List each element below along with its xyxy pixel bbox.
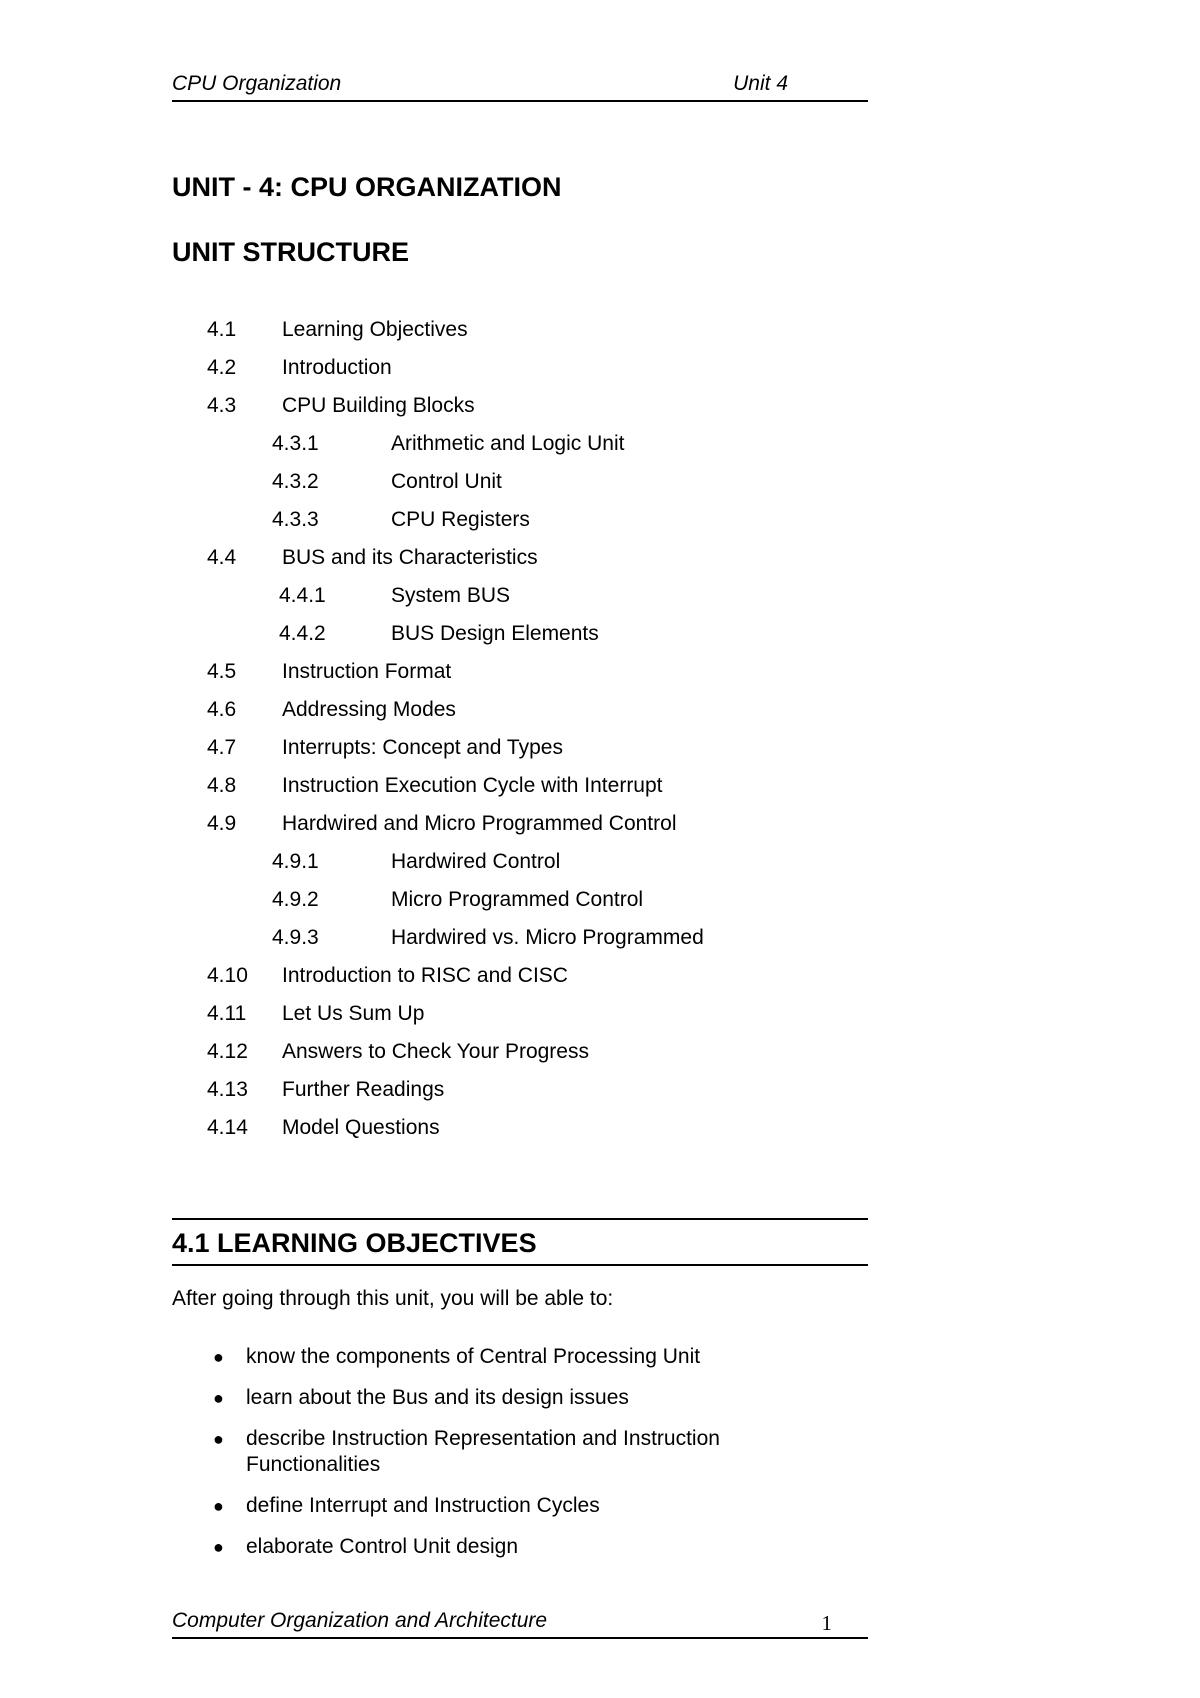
toc-text: CPU Registers (391, 508, 530, 531)
section-heading-bar (172, 1218, 868, 1266)
toc-text: Introduction (282, 356, 392, 379)
list-item (0, 1493, 1200, 1519)
toc-number: 4.14 (207, 1116, 248, 1139)
toc-number: 4.9.1 (272, 850, 319, 873)
objective-text: elaborate Control Unit design (246, 1535, 518, 1558)
bullet-icon: ● (213, 1537, 224, 1557)
header-left-text: CPU Organization (172, 72, 342, 95)
toc-number: 4.9.2 (272, 888, 319, 911)
bullet-icon: ● (213, 1347, 224, 1367)
section-intro: After going through this unit, you will be able to: (172, 1287, 614, 1310)
objectives-list (0, 1344, 1200, 1575)
unit-structure-title: UNIT STRUCTURE (172, 237, 409, 267)
toc-number: 4.4 (207, 546, 237, 569)
toc-text: Micro Programmed Control (391, 888, 644, 911)
list-item (0, 1344, 1200, 1370)
toc-number: 4.10 (207, 964, 248, 987)
toc-text: Instruction Execution Cycle with Interrupt (282, 774, 663, 797)
bullet-icon: ● (213, 1496, 224, 1516)
toc-item (0, 1116, 1200, 1154)
toc-text: Hardwired Control (391, 850, 561, 873)
toc-number: 4.9.3 (272, 926, 319, 949)
table-of-contents (0, 318, 1200, 1154)
objective-text: define Interrupt and Instruction Cycles (246, 1494, 600, 1517)
toc-item (0, 964, 1200, 1002)
toc-text: Let Us Sum Up (282, 1002, 425, 1025)
toc-item (0, 1002, 1200, 1040)
toc-text: BUS Design Elements (391, 622, 599, 645)
toc-item (0, 356, 1200, 394)
section-heading: 4.1 LEARNING OBJECTIVES (172, 1228, 537, 1258)
toc-text: Instruction Format (282, 660, 452, 683)
toc-subitem (0, 926, 1200, 964)
toc-item (0, 774, 1200, 812)
toc-text: Interrupts: Concept and Types (282, 736, 563, 759)
toc-text: Addressing Modes (282, 698, 456, 721)
toc-number: 4.8 (207, 774, 237, 797)
running-footer (172, 1607, 868, 1639)
toc-number: 4.1 (207, 318, 237, 341)
objective-text: describe Instruction Representation and Instruction Functionalities (246, 1427, 720, 1476)
toc-subitem (0, 888, 1200, 926)
toc-number: 4.5 (207, 660, 237, 683)
toc-text: Introduction to RISC and CISC (282, 964, 568, 987)
toc-number: 4.6 (207, 698, 237, 721)
toc-subitem (0, 622, 1200, 660)
toc-subitem (0, 584, 1200, 622)
bullet-icon: ● (213, 1388, 224, 1408)
toc-text: Learning Objectives (282, 318, 468, 341)
footer-left-text: Computer Organization and Architecture (172, 1609, 548, 1632)
toc-text: Model Questions (282, 1116, 440, 1139)
toc-number: 4.3.3 (272, 508, 319, 531)
toc-item (0, 1040, 1200, 1078)
bullet-icon: ● (213, 1429, 224, 1449)
toc-item (0, 812, 1200, 850)
toc-number: 4.4.1 (279, 584, 326, 607)
toc-number: 4.9 (207, 812, 237, 835)
toc-subitem (0, 470, 1200, 508)
toc-subitem (0, 850, 1200, 888)
unit-title: UNIT - 4: CPU ORGANIZATION (172, 172, 562, 202)
toc-number: 4.3.2 (272, 470, 319, 493)
toc-subitem (0, 508, 1200, 546)
toc-item (0, 698, 1200, 736)
page-number: 1 (821, 1611, 832, 1635)
toc-text: Answers to Check Your Progress (282, 1040, 589, 1063)
toc-number: 4.13 (207, 1078, 248, 1101)
list-item (0, 1426, 1200, 1478)
toc-item (0, 546, 1200, 584)
toc-number: 4.4.2 (279, 622, 326, 645)
running-header (172, 70, 868, 102)
toc-number: 4.11 (207, 1002, 247, 1025)
toc-number: 4.2 (207, 356, 237, 379)
list-item (0, 1534, 1200, 1560)
toc-subitem (0, 432, 1200, 470)
toc-number: 4.3.1 (272, 432, 319, 455)
toc-item (0, 1078, 1200, 1116)
toc-item (0, 660, 1200, 698)
toc-number: 4.7 (207, 736, 237, 759)
toc-text: Further Readings (282, 1078, 445, 1101)
toc-text: Hardwired vs. Micro Programmed (391, 926, 704, 949)
toc-item (0, 394, 1200, 432)
toc-text: Control Unit (391, 470, 502, 493)
toc-number: 4.3 (207, 394, 237, 417)
objective-text: know the components of Central Processing Unit (246, 1345, 701, 1368)
toc-text: System BUS (391, 584, 511, 607)
toc-text: BUS and its Characteristics (282, 546, 538, 569)
toc-number: 4.12 (207, 1040, 248, 1063)
toc-text: Hardwired and Micro Programmed Control (282, 812, 677, 835)
list-item (0, 1385, 1200, 1411)
toc-text: Arithmetic and Logic Unit (391, 432, 625, 455)
objective-text: learn about the Bus and its design issues (246, 1386, 629, 1409)
toc-text: CPU Building Blocks (282, 394, 475, 417)
toc-item (0, 318, 1200, 356)
toc-item (0, 736, 1200, 774)
header-right-text: Unit 4 (733, 72, 788, 95)
